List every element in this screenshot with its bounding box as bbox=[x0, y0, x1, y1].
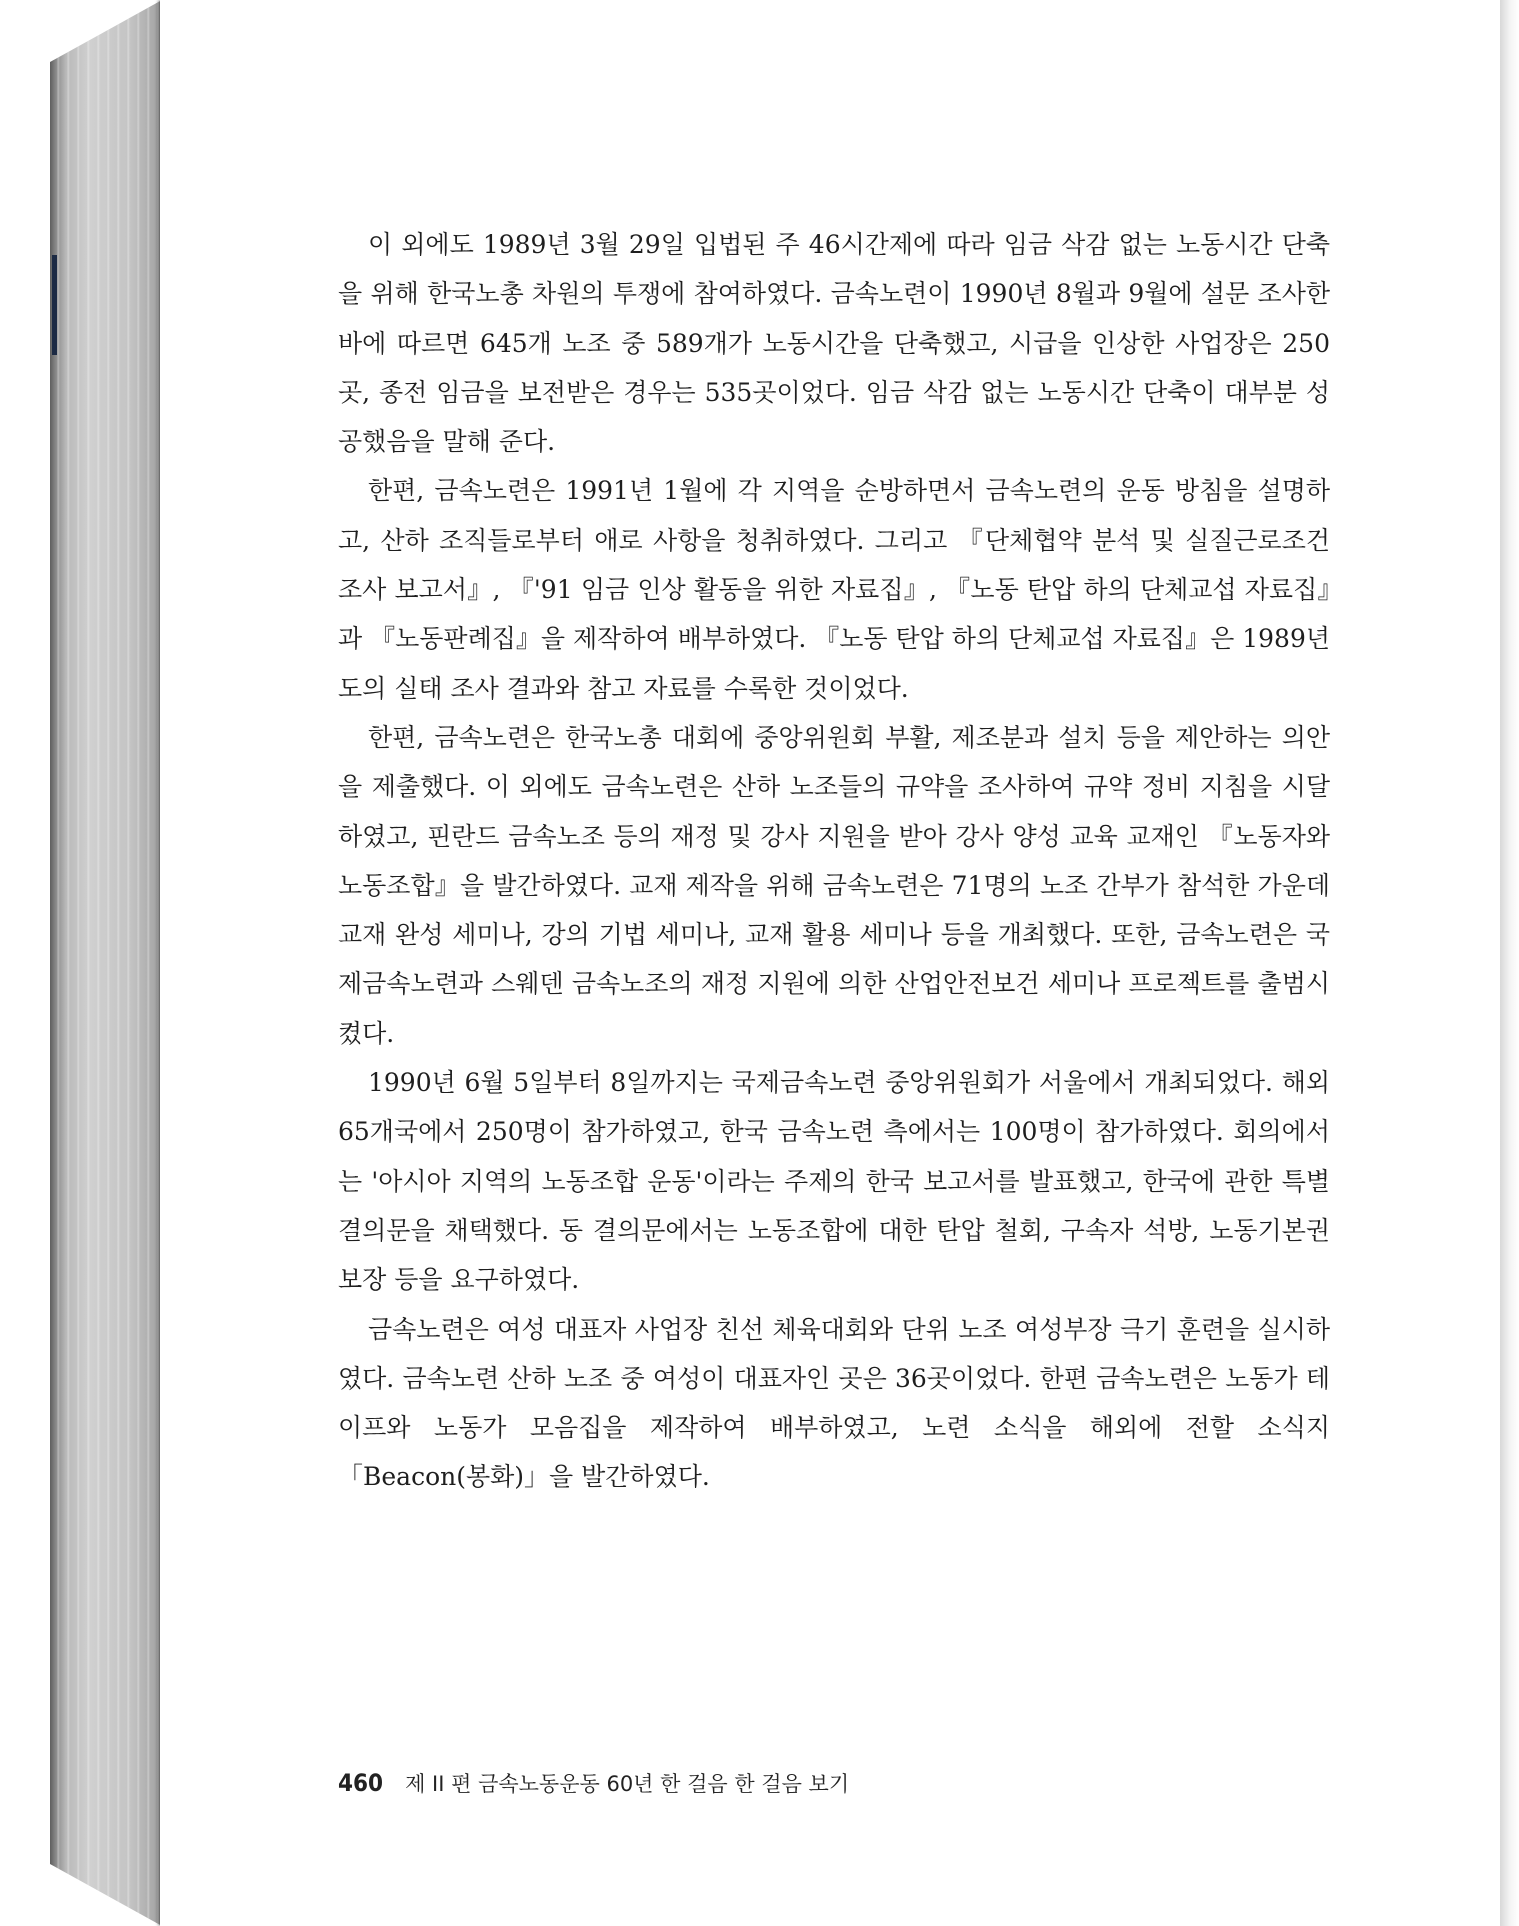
paragraph: 한편, 금속노련은 한국노총 대회에 중앙위원회 부활, 제조분과 설치 등을 제안하는 의안을 제출했다. 이 외에도 금속노련은 산하 노조들의 규약을 조사하여 규약 정비 지침을 시달하였고, 핀란드 금속노조 등의 재정 및 강사 지원을 받아 강사 양성 교육 교재인 『노동자와 노동조합』을 발간하였다. 교재 제작을 위해 금속노련은 71명의 노조 간부가 참석한 가운데 교재 완성 세미나, 강의 기법 세미나, 교재 활용 세미나 등을 개최했다. 또한, 금속노련은 국제금속노련과 스웨덴 금속노조의 재정 지원에 의한 산업안전보건 세미나 프로젝트를 출범시켰다. bbox=[338, 722, 1330, 1048]
paragraph: 이 외에도 1989년 3월 29일 입법된 주 46시간제에 따라 임금 삭감 없는 노동시간 단축을 위해 한국노총 차원의 투쟁에 참여하였다. 금속노련이 1990년 8월과 9월에 설문 조사한 바에 따르면 645개 노조 중 589개가 노동시간을 단축했고, 시급을 인상한 사업장은 250곳, 종전 임금을 보전받은 경우는 535곳이었다. 임금 삭감 없는 노동시간 단축이 대부분 성공했음을 말해 준다. bbox=[338, 230, 1331, 457]
page-footer bbox=[338, 1768, 849, 1798]
page-edge-lines bbox=[50, 0, 162, 1926]
spine-marker bbox=[52, 255, 57, 355]
paragraph: 한편, 금속노련은 1991년 1월에 각 지역을 순방하면서 금속노련의 운동 방침을 설명하고, 산하 조직들로부터 애로 사항을 청취하였다. 그리고 『단체협약 분석 및 실질근로조건 조사 보고서』, 『'91 임금 인상 활동을 위한 자료집』, 『노동 탄압 하의 단체교섭 자료집』과 『노동판례집』을 제작하여 배부하였다. 『노동 탄압 하의 단체교섭 자료집』은 1989년도의 실태 조사 결과와 참고 자료를 수록한 것이었다. bbox=[338, 476, 1330, 703]
running-title: 제 II 편 금속노동운동 60년 한 걸음 한 걸음 보기 bbox=[405, 1772, 850, 1796]
page-right-edge bbox=[1500, 0, 1519, 1926]
paragraph: 1990년 6월 5일부터 8일까지는 국제금속노련 중앙위원회가 서울에서 개최되었다. 해외 65개국에서 250명이 참가하였고, 한국 금속노련 측에서는 100명이 참가하였다. 회의에서는 '아시아 지역의 노동조합 운동'이라는 주제의 한국 보고서를 발표했고, 한국에 관한 특별 결의문을 채택했다. 동 결의문에서는 노동조합에 대한 탄압 철회, 구속자 석방, 노동기본권 보장 등을 요구하였다. bbox=[338, 1068, 1330, 1295]
body-text bbox=[338, 220, 1330, 1502]
page-number: 460 bbox=[338, 1769, 384, 1797]
paragraph: 금속노련은 여성 대표자 사업장 친선 체육대회와 단위 노조 여성부장 극기 훈련을 실시하였다. 금속노련 산하 노조 중 여성이 대표자인 곳은 36곳이었다. 한편 금속노련은 노동가 테이프와 노동가 모음집을 제작하여 배부하였고, 노련 소식을 해외에 전할 소식지 「Beacon(봉화)」을 발간하였다. bbox=[338, 1314, 1330, 1492]
